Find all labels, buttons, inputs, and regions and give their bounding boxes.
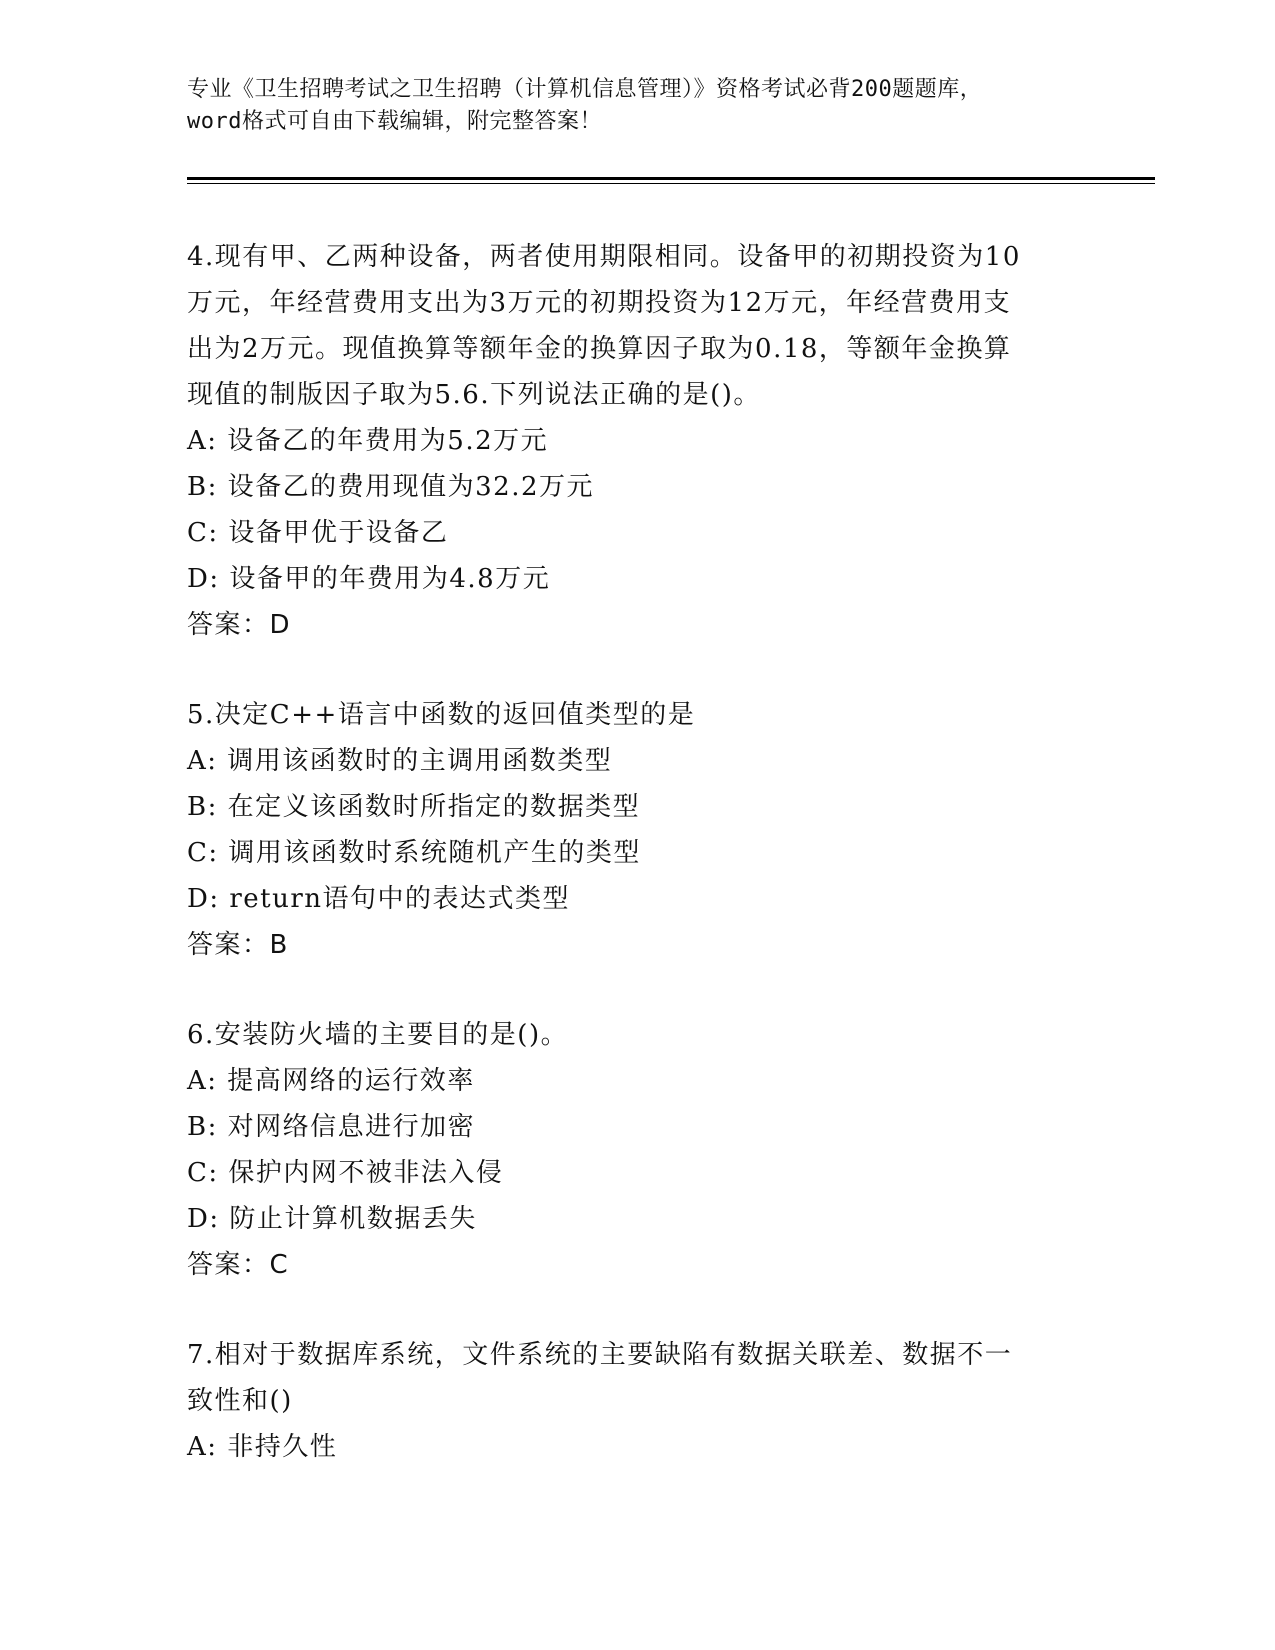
- header-divider-thin: [187, 183, 1155, 184]
- option-b: B: 在定义该函数时所指定的数据类型: [187, 792, 641, 822]
- option-a: A: 设备乙的年费用为5.2万元: [187, 426, 549, 456]
- document-header: [187, 74, 1087, 138]
- question-5: [187, 692, 1087, 968]
- question-list: [187, 234, 1087, 1514]
- option-c: C: 保护内网不被非法入侵: [187, 1158, 504, 1188]
- answer-label: 答案：D: [187, 610, 292, 640]
- option-d: D: 设备甲的年费用为4.8万元: [187, 564, 551, 594]
- header-line-1: 专业《卫生招聘考试之卫生招聘（计算机信息管理）》资格考试必背200题题库，: [187, 77, 983, 102]
- answer-label: 答案：B: [187, 930, 289, 960]
- answer-label: 答案：C: [187, 1250, 290, 1280]
- question-text-line: 7.相对于数据库系统，文件系统的主要缺陷有数据关联差、数据不一: [187, 1340, 1013, 1370]
- option-a: A: 非持久性: [187, 1432, 338, 1462]
- option-a: A: 提高网络的运行效率: [187, 1066, 475, 1096]
- question-text-line: 现值的制版因子取为5.6.下列说法正确的是()。: [187, 380, 761, 410]
- question-7: [187, 1332, 1087, 1470]
- option-b: B: 对网络信息进行加密: [187, 1112, 476, 1142]
- option-c: C: 设备甲优于设备乙: [187, 518, 449, 548]
- header-line-2: word格式可自由下载编辑，附完整答案！: [187, 109, 602, 134]
- question-6: [187, 1012, 1087, 1288]
- header-divider-thick: [187, 177, 1155, 180]
- question-text-line: 4.现有甲、乙两种设备，两者使用期限相同。设备甲的初期投资为10: [187, 242, 1021, 272]
- option-b: B: 设备乙的费用现值为32.2万元: [187, 472, 595, 502]
- option-a: A: 调用该函数时的主调用函数类型: [187, 746, 613, 776]
- option-c: C: 调用该函数时系统随机产生的类型: [187, 838, 641, 868]
- question-text-line: 致性和(): [187, 1386, 293, 1416]
- question-text-line: 万元，年经营费用支出为3万元的初期投资为12万元，年经营费用支: [187, 288, 1012, 318]
- question-text-line: 出为2万元。现值换算等额年金的换算因子取为0.18，等额年金换算: [187, 334, 1012, 364]
- question-text-line: 6.安装防火墙的主要目的是()。: [187, 1020, 569, 1050]
- question-4: [187, 234, 1087, 648]
- option-d: D: 防止计算机数据丢失: [187, 1204, 477, 1234]
- question-text-line: 5.决定C++语言中函数的返回值类型的是: [187, 700, 696, 730]
- option-d: D: return语句中的表达式类型: [187, 884, 571, 914]
